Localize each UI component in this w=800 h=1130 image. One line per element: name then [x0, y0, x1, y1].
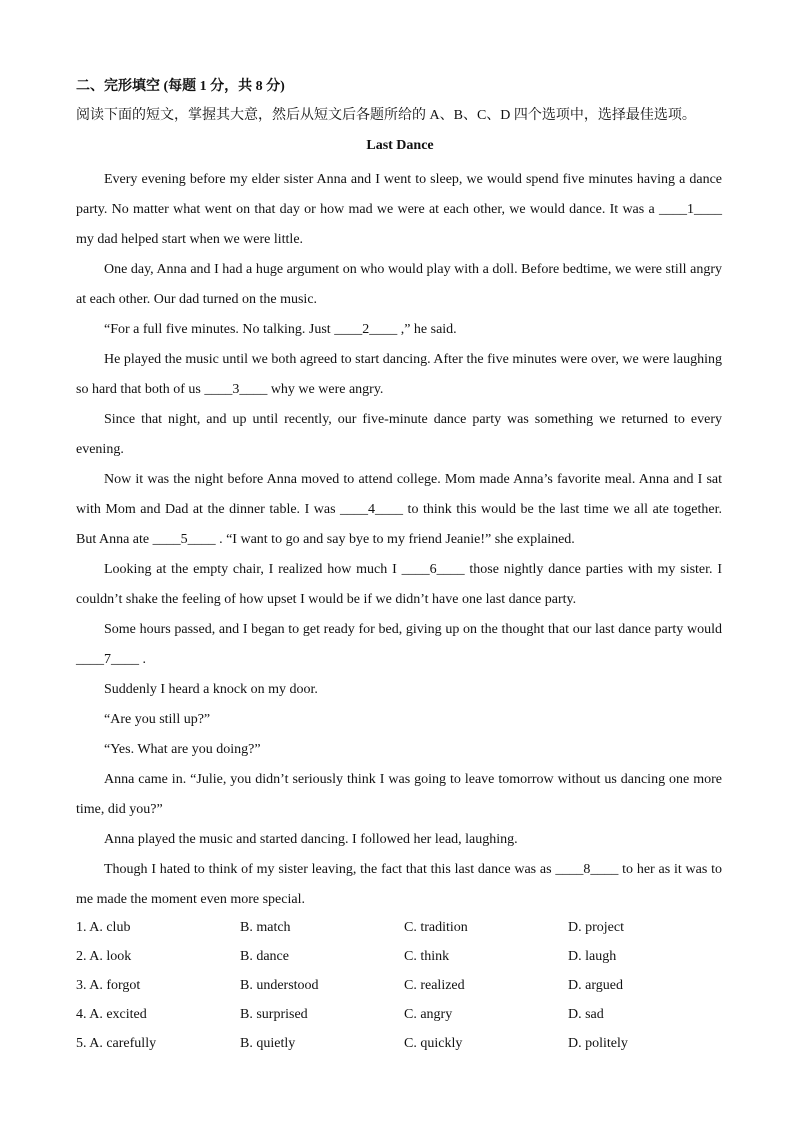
paragraph: One day, Anna and I had a huge argument on who would play with a doll. Before bedtime, we were still angry at each other. Our dad turned on the music. — [76, 262, 722, 307]
option: D. politely — [568, 1036, 628, 1051]
option: 2. A. look — [76, 949, 132, 964]
option: B. surprised — [240, 1007, 308, 1022]
option-row — [76, 913, 736, 942]
paragraph: “Are you still up?” — [104, 712, 211, 727]
options-list — [76, 913, 736, 1058]
option: B. understood — [240, 978, 319, 993]
option: 4. A. excited — [76, 1007, 147, 1022]
option: D. laugh — [568, 949, 617, 964]
paragraph: Since that night, and up until recently, our five-minute dance party was something we returned to every evening. — [76, 412, 722, 457]
instructions: 阅读下面的短文，掌握其大意，然后从短文后各题所给的 A、B、C、D 四个选项中，选择最佳选项。 — [76, 108, 696, 123]
option: B. dance — [240, 949, 289, 964]
option: C. angry — [404, 1007, 453, 1022]
option-row — [76, 942, 736, 971]
passage — [76, 165, 722, 915]
paragraph: Suddenly I heard a knock on my door. — [104, 682, 318, 697]
option: 5. A. carefully — [76, 1036, 157, 1051]
paragraph: Looking at the empty chair, I realized how much I ____6____ those nightly dance parties with my sister. I couldn’t shake the feeling of how upset I would be if we didn’t have one last dance party. — [76, 562, 722, 607]
option: 1. A. club — [76, 920, 131, 935]
option-row — [76, 1029, 736, 1058]
paragraph: Though I hated to think of my sister leaving, the fact that this last dance was as ____8____ to her as it was to me made the moment even more special. — [76, 862, 722, 907]
option: C. tradition — [404, 920, 468, 935]
passage-title: Last Dance — [366, 138, 434, 153]
option: C. think — [404, 949, 450, 964]
option-row — [76, 971, 736, 1000]
paragraph: “Yes. What are you doing?” — [104, 742, 261, 757]
option: C. realized — [404, 978, 465, 993]
paragraph: Anna came in. “Julie, you didn’t seriously think I was going to leave tomorrow without us dancing one more time, did you?” — [76, 772, 722, 817]
option: D. sad — [568, 1007, 604, 1022]
option: D. project — [568, 920, 624, 935]
paragraph: Now it was the night before Anna moved to attend college. Mom made Anna’s favorite meal. Anna and I sat with Mom and Dad at the dinner table. I was ____4____ to think this would be the last time we all ate together. But Anna ate ____5____ . “I want to go and say bye to my friend Jeanie!” she explained. — [76, 472, 722, 547]
paragraph: Some hours passed, and I began to get ready for bed, giving up on the thought that our last dance party would ____7____ . — [76, 622, 722, 667]
paragraph: He played the music until we both agreed to start dancing. After the five minutes were over, we were laughing so hard that both of us ____3____ why we were angry. — [76, 352, 722, 397]
option: 3. A. forgot — [76, 978, 141, 993]
option-row — [76, 1000, 736, 1029]
paragraph: “For a full five minutes. No talking. Just ____2____ ,” he said. — [104, 322, 457, 337]
section-heading: 二、完形填空 (每题 1 分，共 8 分) — [76, 79, 285, 94]
paragraph: Every evening before my elder sister Anna and I went to sleep, we would spend five minutes having a dance party. No matter what went on that day or how mad we were at each other, we would dance. It was a ____1____ my dad helped start when we were little. — [76, 172, 722, 247]
option: B. quietly — [240, 1036, 296, 1051]
option: B. match — [240, 920, 291, 935]
paragraph: Anna played the music and started dancing. I followed her lead, laughing. — [104, 832, 518, 847]
option: C. quickly — [404, 1036, 463, 1051]
option: D. argued — [568, 978, 623, 993]
